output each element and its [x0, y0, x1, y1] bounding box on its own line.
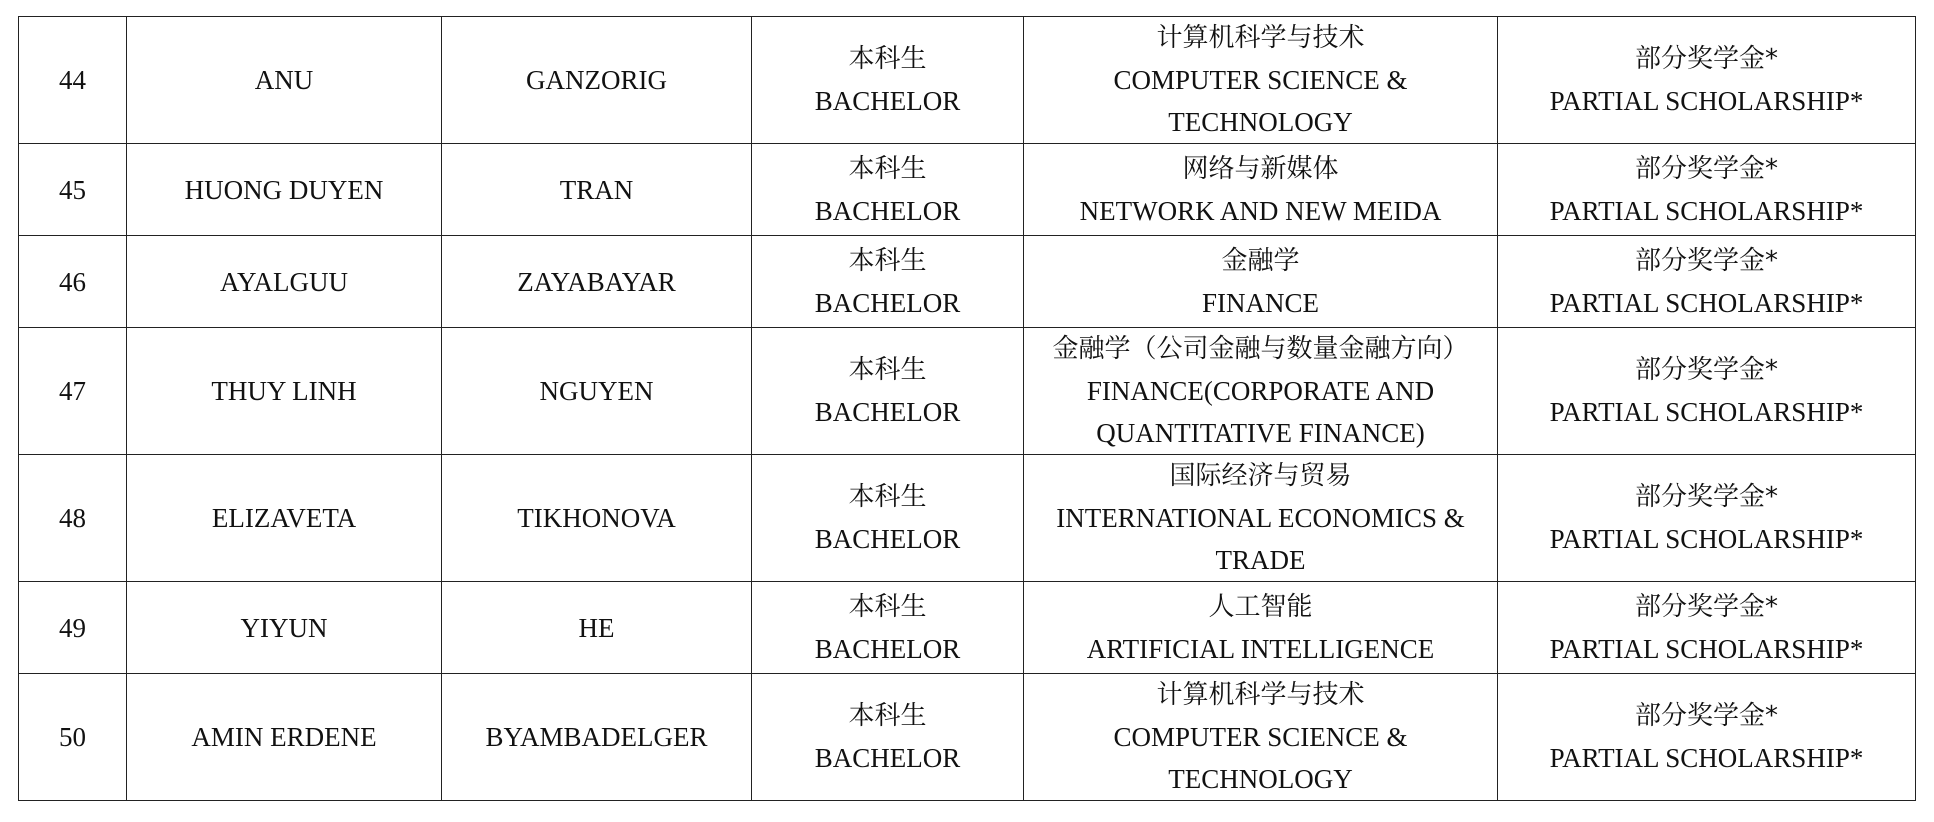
degree-cell — [752, 328, 1024, 455]
major-cell — [1024, 582, 1498, 674]
row-number-cell: 46 — [19, 236, 127, 328]
award-cn: 部分奖学金* — [1634, 701, 1778, 731]
row-number-cell: 49 — [19, 582, 127, 674]
major-en-line-1: ARTIFICIAL INTELLIGENCE — [1086, 633, 1435, 664]
major-en-line-2: TECHNOLOGY — [1168, 764, 1353, 794]
major-cn: 网络与新媒体 — [1182, 153, 1339, 184]
given-name-cell: AMIN ERDENE — [127, 674, 442, 801]
degree-cn: 本科生 — [848, 245, 927, 276]
award-en: PARTIAL SCHOLARSHIP* — [1549, 743, 1864, 773]
degree-en: BACHELOR — [814, 743, 961, 773]
award-cn: 部分奖学金* — [1634, 245, 1778, 276]
family-name-cell: HE — [442, 582, 752, 674]
degree-en: BACHELOR — [814, 397, 961, 427]
degree-cn: 本科生 — [848, 44, 927, 74]
award-en: PARTIAL SCHOLARSHIP* — [1549, 195, 1864, 226]
major-en-line-1: COMPUTER SCIENCE & — [1113, 65, 1408, 95]
award-cell — [1498, 582, 1916, 674]
given-name-cell: AYALGUU — [127, 236, 442, 328]
family-name-cell: TRAN — [442, 144, 752, 236]
given-name-cell: THUY LINH — [127, 328, 442, 455]
major-cn: 计算机科学与技术 — [1156, 680, 1365, 710]
award-cn: 部分奖学金* — [1634, 591, 1778, 622]
degree-cell — [752, 236, 1024, 328]
major-cell — [1024, 328, 1498, 455]
major-cn: 人工智能 — [1208, 591, 1313, 622]
degree-cell — [752, 144, 1024, 236]
award-cn: 部分奖学金* — [1634, 355, 1778, 385]
degree-en: BACHELOR — [814, 195, 961, 226]
family-name-cell: ZAYABAYAR — [442, 236, 752, 328]
major-cell — [1024, 144, 1498, 236]
degree-en: BACHELOR — [814, 633, 961, 664]
major-en-line-1: FINANCE — [1201, 287, 1319, 318]
table-body — [19, 17, 1916, 801]
major-cn: 计算机科学与技术 — [1156, 23, 1365, 53]
major-cn: 金融学 — [1221, 245, 1300, 276]
degree-cell — [752, 674, 1024, 801]
degree-cn: 本科生 — [848, 355, 927, 385]
degree-cn: 本科生 — [848, 591, 927, 622]
family-name-cell: BYAMBADELGER — [442, 674, 752, 801]
major-cn: 国际经济与贸易 — [1169, 461, 1352, 491]
award-en: PARTIAL SCHOLARSHIP* — [1549, 397, 1864, 427]
given-name-cell: HUONG DUYEN — [127, 144, 442, 236]
degree-cell — [752, 17, 1024, 144]
given-name-cell: ELIZAVETA — [127, 455, 442, 582]
degree-en: BACHELOR — [814, 86, 961, 116]
major-en-line-1: COMPUTER SCIENCE & — [1113, 722, 1408, 752]
table-row — [19, 674, 1916, 801]
award-en: PARTIAL SCHOLARSHIP* — [1549, 86, 1864, 116]
major-cell — [1024, 17, 1498, 144]
award-en: PARTIAL SCHOLARSHIP* — [1549, 524, 1864, 554]
row-number-cell: 48 — [19, 455, 127, 582]
major-en-line-1: NETWORK AND NEW MEIDA — [1079, 195, 1442, 226]
family-name-cell: GANZORIG — [442, 17, 752, 144]
table-row — [19, 17, 1916, 144]
award-cell — [1498, 236, 1916, 328]
award-cell — [1498, 328, 1916, 455]
major-cell — [1024, 236, 1498, 328]
row-number-cell: 47 — [19, 328, 127, 455]
major-en-line-2: TRADE — [1215, 545, 1306, 575]
degree-cell — [752, 455, 1024, 582]
row-number-cell: 50 — [19, 674, 127, 801]
family-name-cell: TIKHONOVA — [442, 455, 752, 582]
table-row — [19, 236, 1916, 328]
award-cell — [1498, 674, 1916, 801]
award-cell — [1498, 17, 1916, 144]
major-en-line-1: INTERNATIONAL ECONOMICS & — [1056, 503, 1465, 533]
award-cn: 部分奖学金* — [1634, 44, 1778, 74]
row-number-cell: 44 — [19, 17, 127, 144]
scholarship-table — [18, 16, 1916, 801]
major-cell — [1024, 674, 1498, 801]
table-row — [19, 582, 1916, 674]
major-en-line-1: FINANCE(CORPORATE AND — [1086, 376, 1435, 406]
major-cell — [1024, 455, 1498, 582]
award-cell — [1498, 144, 1916, 236]
given-name-cell: ANU — [127, 17, 442, 144]
degree-en: BACHELOR — [814, 524, 961, 554]
given-name-cell: YIYUN — [127, 582, 442, 674]
table-row — [19, 328, 1916, 455]
degree-cn: 本科生 — [848, 153, 927, 184]
table-row — [19, 144, 1916, 236]
major-en-line-2: QUANTITATIVE FINANCE) — [1096, 418, 1425, 448]
table-row — [19, 455, 1916, 582]
major-en-line-2: TECHNOLOGY — [1168, 107, 1353, 137]
major-cn: 金融学（公司金融与数量金融方向） — [1052, 334, 1469, 364]
degree-en: BACHELOR — [814, 287, 961, 318]
row-number-cell: 45 — [19, 144, 127, 236]
degree-cn: 本科生 — [848, 701, 927, 731]
award-en: PARTIAL SCHOLARSHIP* — [1549, 287, 1864, 318]
award-en: PARTIAL SCHOLARSHIP* — [1549, 633, 1864, 664]
award-cn: 部分奖学金* — [1634, 482, 1778, 512]
award-cell — [1498, 455, 1916, 582]
family-name-cell: NGUYEN — [442, 328, 752, 455]
degree-cn: 本科生 — [848, 482, 927, 512]
degree-cell — [752, 582, 1024, 674]
award-cn: 部分奖学金* — [1634, 153, 1778, 184]
